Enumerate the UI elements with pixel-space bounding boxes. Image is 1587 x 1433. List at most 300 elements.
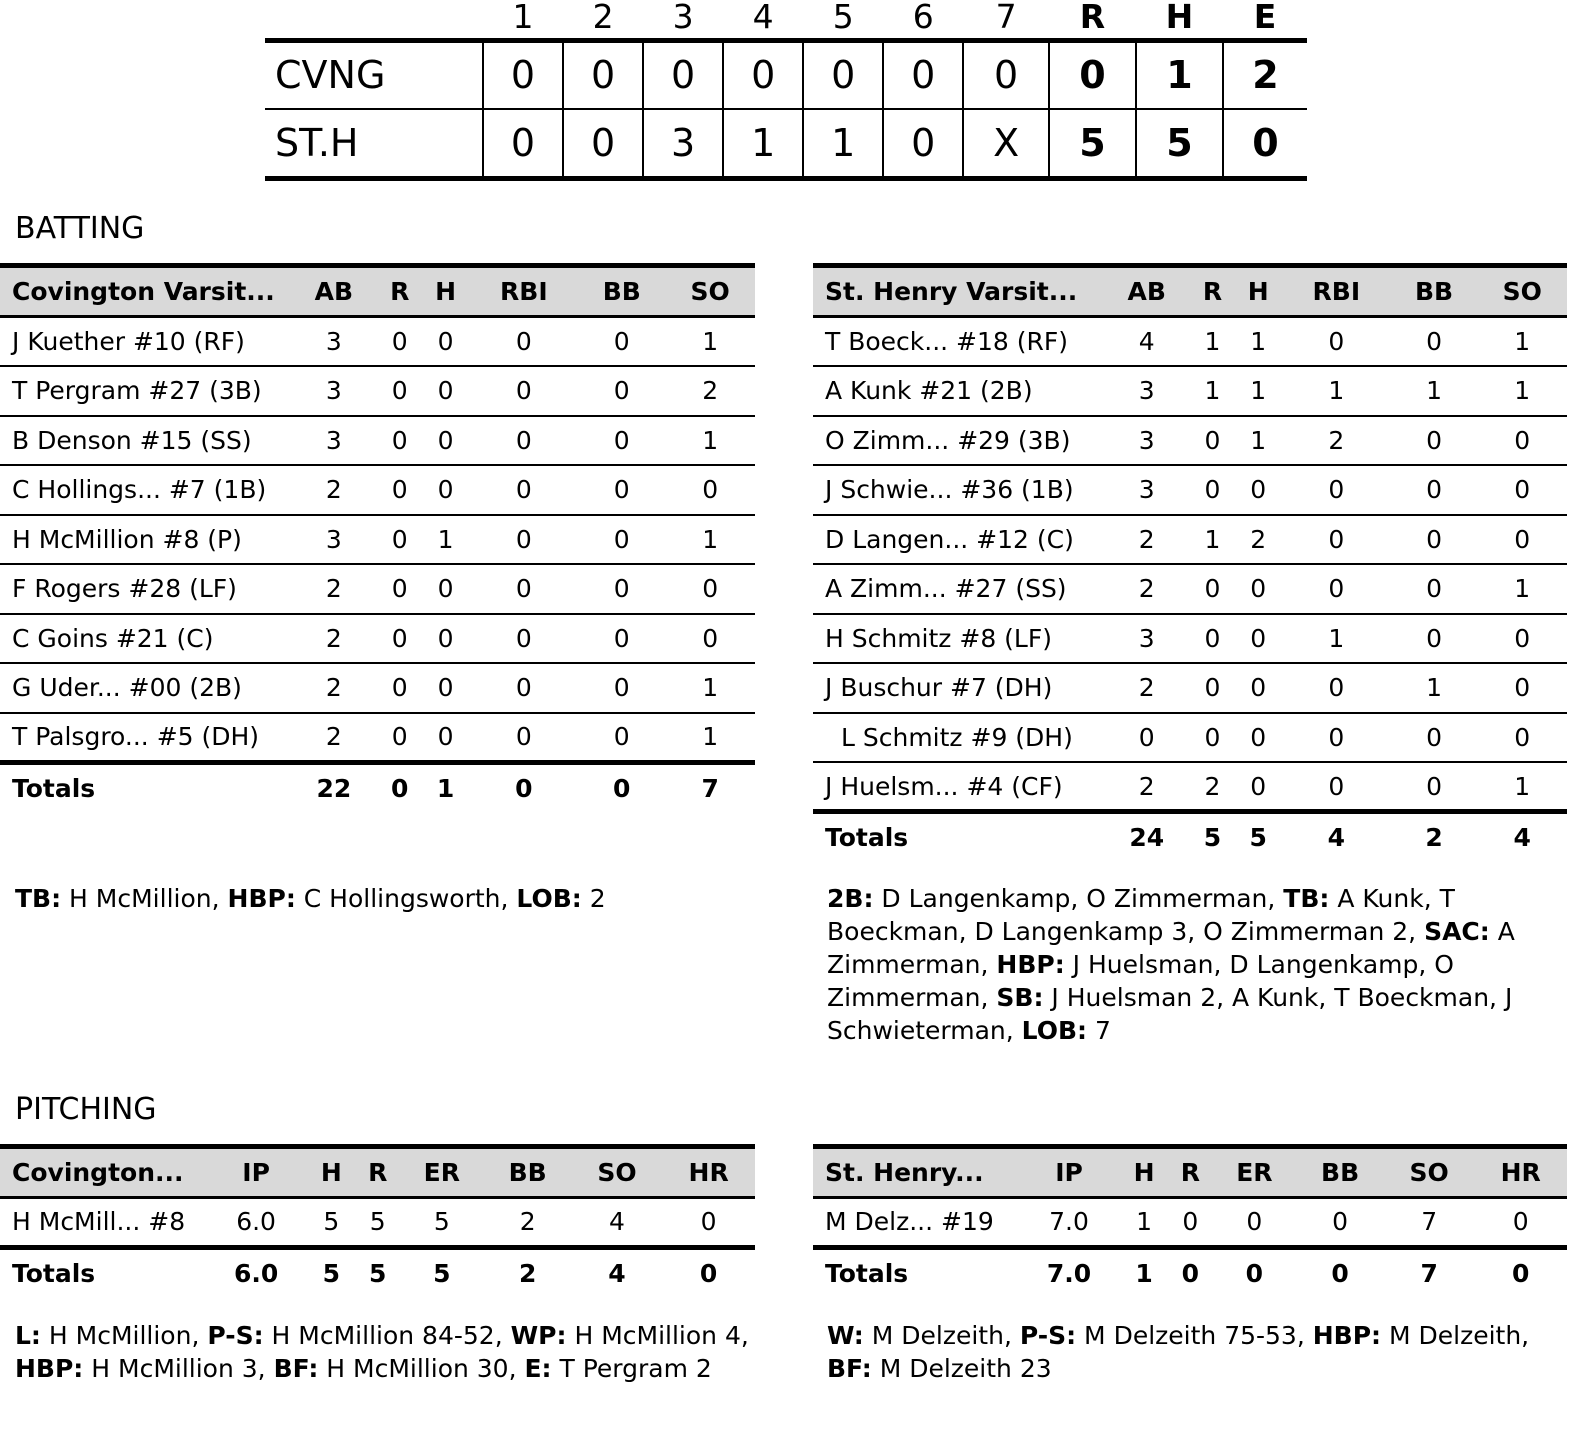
stat-value: 0 <box>378 465 422 515</box>
inning-score: 0 <box>963 40 1049 109</box>
stat-value: 0 <box>1477 465 1567 515</box>
stat-value: 0 <box>422 614 470 664</box>
table-row <box>813 663 1567 713</box>
table-row <box>0 416 755 466</box>
stat-value: 2 <box>290 663 378 713</box>
stat-value: 0 <box>1234 564 1282 614</box>
team-name: Covington Varsit... <box>0 266 290 317</box>
player-name: J Kuether #10 (RF) <box>0 317 290 367</box>
note-text: J Huelsman 2, A Kunk, T Boeckman, J Schwieterman, <box>827 983 1513 1045</box>
total-value: 2 <box>518 1258 537 1288</box>
batting-table-home <box>813 263 1567 861</box>
stat-value: 0 <box>1282 317 1390 367</box>
stat-value: 0 <box>1477 416 1567 466</box>
column-header: SO <box>665 266 755 317</box>
stat-value: 1 <box>1477 317 1567 367</box>
column-header: SO <box>1477 266 1567 317</box>
stat-value: 0 <box>470 663 579 713</box>
table-header <box>0 1147 755 1198</box>
note-label: BF: <box>827 1354 872 1383</box>
stat-value: 1 <box>422 515 470 565</box>
player-name: H Schmitz #8 (LF) <box>813 614 1103 664</box>
player-name: L Schmitz #9 (DH) <box>813 713 1103 763</box>
stat-value: 0 <box>1234 713 1282 763</box>
inning-score: 0 <box>563 109 643 178</box>
inning-header: 3 <box>672 0 694 36</box>
stat-value: 1 <box>665 663 755 713</box>
column-header: RBI <box>1282 266 1390 317</box>
stat-value: 0 <box>578 564 665 614</box>
total-value: 5 <box>1249 823 1267 852</box>
note-label: 2B: <box>827 884 874 913</box>
note-text: D Langenkamp, O Zimmerman, <box>873 884 1284 913</box>
stat-value: 1 <box>1191 317 1235 367</box>
inning-score: 0 <box>563 40 643 109</box>
column-header: AB <box>290 266 378 317</box>
stat-value: 0 <box>1391 317 1478 367</box>
inning-header: 5 <box>832 0 854 36</box>
inning-score: 0 <box>883 40 963 109</box>
column-header: IP <box>205 1147 307 1198</box>
linescore-row <box>265 109 1307 178</box>
inning-score: 0 <box>883 109 963 178</box>
stat-value: 1 <box>665 416 755 466</box>
stat-value: 7 <box>1384 1198 1474 1248</box>
stat-value: 7.0 <box>1018 1198 1120 1248</box>
note-text: C Hollingsworth, <box>295 884 517 913</box>
note-text: A Zimmerman, <box>827 917 1515 979</box>
player-name: J Buschur #7 (DH) <box>813 663 1103 713</box>
stat-value: 0 <box>1103 713 1191 763</box>
stat-value: 1 <box>1120 1198 1168 1248</box>
team-name: St. Henry... <box>813 1147 1018 1198</box>
stat-value: 0 <box>1191 614 1235 664</box>
stat-value: 4 <box>1103 317 1191 367</box>
stat-value: 0 <box>378 713 422 763</box>
stat-value: 3 <box>1103 416 1191 466</box>
player-name: D Langen... #12 (C) <box>813 515 1103 565</box>
table-row <box>0 713 755 763</box>
stat-value: 0 <box>470 515 579 565</box>
inning-score: 0 <box>483 40 563 109</box>
total-value: 0 <box>515 773 533 803</box>
note-text: H McMillion, <box>61 884 228 913</box>
stat-value: 0 <box>470 416 579 466</box>
table-row <box>813 614 1567 664</box>
total-value: 0 <box>613 773 631 803</box>
pitching-notes-away <box>15 1319 760 1385</box>
stat-value: 0 <box>422 317 470 367</box>
stat-value: 0 <box>470 713 579 763</box>
inning-header: 6 <box>912 0 934 36</box>
stat-value: 2 <box>1282 416 1390 466</box>
stat-value: 0 <box>470 465 579 515</box>
stat-value: 0 <box>665 614 755 664</box>
totals-row <box>813 1247 1567 1297</box>
stat-value: 0 <box>1477 515 1567 565</box>
stat-value: 0 <box>1477 614 1567 664</box>
stat-value: 0 <box>1168 1198 1212 1248</box>
table-row <box>0 317 755 367</box>
stat-value: 2 <box>290 465 378 515</box>
totals-row <box>813 812 1567 862</box>
stat-value: 4 <box>572 1198 663 1248</box>
player-name: G Uder... #00 (2B) <box>0 663 290 713</box>
stat-value: 0 <box>1191 465 1235 515</box>
batting-table-away <box>0 263 755 812</box>
stat-value: 0 <box>1282 762 1390 812</box>
inning-header: E <box>1253 0 1277 36</box>
stat-value: 0 <box>578 614 665 664</box>
stat-value: 0 <box>1191 564 1235 614</box>
total-h: 5 <box>1136 109 1223 178</box>
inning-score: 0 <box>803 40 883 109</box>
stat-value: 3 <box>290 416 378 466</box>
stat-value: 0 <box>578 515 665 565</box>
stat-value: 0 <box>1234 762 1282 812</box>
note-label: SB: <box>996 983 1044 1012</box>
column-header: IP <box>1018 1147 1120 1198</box>
total-value: 6.0 <box>233 1258 279 1288</box>
stat-value: 5 <box>307 1198 355 1248</box>
table-row <box>0 663 755 713</box>
table-row <box>0 465 755 515</box>
stat-value: 0 <box>1282 663 1390 713</box>
stat-value: 0 <box>1391 465 1478 515</box>
total-e: 2 <box>1223 40 1307 109</box>
stat-value: 0 <box>578 317 665 367</box>
stat-value: 0 <box>1296 1198 1384 1248</box>
player-name: T Palsgro... #5 (DH) <box>0 713 290 763</box>
stat-value: 0 <box>1234 465 1282 515</box>
stat-value: 2 <box>1103 515 1191 565</box>
total-e: 0 <box>1223 109 1307 178</box>
stat-value: 2 <box>1103 663 1191 713</box>
stat-value: 5 <box>400 1198 484 1248</box>
table-row <box>0 614 755 664</box>
inning-score: 0 <box>483 109 563 178</box>
batting-notes-away <box>15 882 755 915</box>
totals-label: Totals <box>825 823 909 852</box>
note-text: A Kunk, T Boeckman, D Langenkamp 3, O Zimmerman 2, <box>827 884 1455 946</box>
table-row <box>813 762 1567 812</box>
inning-score: X <box>963 109 1049 178</box>
note-label: BF: <box>273 1354 319 1383</box>
column-header: BB <box>1296 1147 1384 1198</box>
stat-value: 2 <box>290 614 378 664</box>
stat-value: 0 <box>378 317 422 367</box>
pitching-notes-home <box>827 1319 1572 1385</box>
player-name: A Kunk #21 (2B) <box>813 366 1103 416</box>
stat-value: 0 <box>1477 713 1567 763</box>
stat-value: 0 <box>1282 713 1390 763</box>
linescore-table <box>265 0 1307 181</box>
note-text: 7 <box>1087 1016 1111 1045</box>
stat-value: 0 <box>378 564 422 614</box>
stat-value: 0 <box>422 366 470 416</box>
stat-value: 0 <box>378 366 422 416</box>
total-value: 0 <box>1331 1258 1349 1288</box>
stat-value: 0 <box>1213 1198 1297 1248</box>
inning-score: 3 <box>643 109 723 178</box>
note-label: LOB: <box>516 884 582 913</box>
column-header: RBI <box>470 266 579 317</box>
stat-value: 0 <box>1477 663 1567 713</box>
total-value: 4 <box>1327 823 1346 852</box>
column-header: SO <box>1384 1147 1474 1198</box>
inning-score: 0 <box>643 40 723 109</box>
stat-value: 0 <box>422 465 470 515</box>
stat-value: 1 <box>1191 366 1235 416</box>
stat-value: 0 <box>1391 416 1478 466</box>
stat-value: 0 <box>578 416 665 466</box>
column-header: BB <box>1391 266 1478 317</box>
stat-value: 1 <box>1234 416 1282 466</box>
stat-value: 2 <box>290 713 378 763</box>
stat-value: 0 <box>1474 1198 1567 1248</box>
player-name: B Denson #15 (SS) <box>0 416 290 466</box>
total-value: 5 <box>1203 823 1222 852</box>
totals-row <box>0 1247 755 1297</box>
player-name: C Hollings... #7 (1B) <box>0 465 290 515</box>
total-r: 0 <box>1049 40 1136 109</box>
stat-value: 0 <box>1391 564 1478 614</box>
stat-value: 5 <box>355 1198 399 1248</box>
total-value: 22 <box>316 773 352 803</box>
note-text: H McMillion 84-52, <box>263 1321 511 1350</box>
stat-value: 0 <box>422 713 470 763</box>
team-name: Covington... <box>0 1147 205 1198</box>
note-label: P-S: <box>207 1321 264 1350</box>
stat-value: 0 <box>470 564 579 614</box>
note-label: E: <box>524 1354 552 1383</box>
player-name: J Huelsm... #4 (CF) <box>813 762 1103 812</box>
total-value: 5 <box>322 1258 341 1288</box>
stat-value: 0 <box>578 465 665 515</box>
stat-value: 0 <box>665 465 755 515</box>
note-text: M Delzeith 23 <box>871 1354 1052 1383</box>
note-label: W: <box>827 1321 864 1350</box>
stat-value: 1 <box>665 515 755 565</box>
player-name: T Pergram #27 (3B) <box>0 366 290 416</box>
note-label: TB: <box>1283 884 1330 913</box>
stat-value: 1 <box>1477 366 1567 416</box>
stat-value: 0 <box>1282 465 1390 515</box>
inning-header: 4 <box>752 0 774 36</box>
team-abbr: CVNG <box>265 40 483 109</box>
stat-value: 1 <box>1477 762 1567 812</box>
stat-value: 0 <box>578 366 665 416</box>
stat-value: 2 <box>484 1198 572 1248</box>
total-r: 5 <box>1049 109 1136 178</box>
stat-value: 1 <box>665 713 755 763</box>
note-label: LOB: <box>1021 1016 1088 1045</box>
column-header: R <box>378 266 422 317</box>
stat-value: 1 <box>1477 564 1567 614</box>
table-row <box>0 515 755 565</box>
stat-value: 0 <box>422 663 470 713</box>
total-value: 0 <box>1511 1258 1530 1288</box>
stat-value: 0 <box>1282 564 1390 614</box>
inning-header: 1 <box>512 0 534 36</box>
stat-value: 1 <box>1234 366 1282 416</box>
column-header: ER <box>1213 1147 1297 1198</box>
player-name: A Zimm... #27 (SS) <box>813 564 1103 614</box>
column-header: R <box>1191 266 1235 317</box>
stat-value: 6.0 <box>205 1198 307 1248</box>
stat-value: 3 <box>1103 614 1191 664</box>
linescore-header <box>265 0 1307 40</box>
stat-value: 2 <box>665 366 755 416</box>
pitching-table-home <box>813 1144 1567 1297</box>
stat-value: 3 <box>290 515 378 565</box>
stat-value: 1 <box>665 317 755 367</box>
batting-section-title: BATTING <box>15 211 145 246</box>
stat-value: 0 <box>378 614 422 664</box>
note-text: H McMillion, <box>40 1321 208 1350</box>
column-header: R <box>355 1147 399 1198</box>
player-name: C Goins #21 (C) <box>0 614 290 664</box>
total-value: 0 <box>699 1258 718 1288</box>
column-header: AB <box>1103 266 1191 317</box>
table-row <box>813 1198 1567 1248</box>
note-label: L: <box>15 1321 41 1350</box>
team-name: St. Henry Varsit... <box>813 266 1103 317</box>
stat-value: 0 <box>1282 515 1390 565</box>
player-name: J Schwie... #36 (1B) <box>813 465 1103 515</box>
note-text: M Delzeith, <box>863 1321 1020 1350</box>
stat-value: 2 <box>1191 762 1235 812</box>
total-value: 4 <box>1513 823 1531 852</box>
table-row <box>813 515 1567 565</box>
stat-value: 0 <box>470 614 579 664</box>
stat-value: 0 <box>1234 614 1282 664</box>
totals-label: Totals <box>12 1258 96 1288</box>
note-text: T Pergram 2 <box>551 1354 712 1383</box>
table-row <box>0 366 755 416</box>
total-value: 0 <box>1245 1258 1264 1288</box>
player-name: H McMillion #8 (P) <box>0 515 290 565</box>
stat-value: 0 <box>578 713 665 763</box>
column-header: ER <box>400 1147 484 1198</box>
total-h: 1 <box>1136 40 1223 109</box>
total-value: 7.0 <box>1046 1258 1092 1288</box>
stat-value: 2 <box>290 564 378 614</box>
team-abbr: ST.H <box>265 109 483 178</box>
note-label: WP: <box>510 1321 567 1350</box>
table-row <box>0 1198 755 1248</box>
stat-value: 3 <box>290 317 378 367</box>
inning-score: 1 <box>803 109 883 178</box>
stat-value: 1 <box>1391 663 1478 713</box>
column-header: R <box>1168 1147 1212 1198</box>
stat-value: 1 <box>1234 317 1282 367</box>
stat-value: 2 <box>1103 762 1191 812</box>
inning-header: R <box>1079 0 1106 36</box>
note-label: HBP: <box>15 1354 84 1383</box>
pitching-table-away <box>0 1144 755 1297</box>
table-row <box>813 465 1567 515</box>
stat-value: 1 <box>1191 515 1235 565</box>
note-label: HBP: <box>1312 1321 1382 1350</box>
stat-value: 0 <box>378 663 422 713</box>
table-row <box>813 366 1567 416</box>
stat-value: 0 <box>470 366 579 416</box>
note-text: M Delzeith, <box>1381 1321 1530 1350</box>
player-name: M Delz... #19 <box>813 1198 1018 1248</box>
linescore-row <box>265 40 1307 109</box>
total-value: 5 <box>369 1258 387 1288</box>
inning-header: 2 <box>592 0 614 36</box>
stat-value: 0 <box>1234 663 1282 713</box>
total-value: 0 <box>390 773 409 803</box>
player-name: O Zimm... #29 (3B) <box>813 416 1103 466</box>
stat-value: 0 <box>378 515 422 565</box>
column-header: SO <box>572 1147 663 1198</box>
pitching-section-title: PITCHING <box>15 1092 157 1127</box>
note-text: H McMillion 3, <box>83 1354 274 1383</box>
stat-value: 0 <box>470 317 579 367</box>
table-header <box>0 266 755 317</box>
note-label: HBP: <box>996 950 1065 979</box>
note-text: M Delzeith 75-53, <box>1076 1321 1313 1350</box>
column-header: H <box>307 1147 355 1198</box>
table-row <box>813 317 1567 367</box>
stat-value: 0 <box>578 663 665 713</box>
stat-value: 0 <box>1391 515 1478 565</box>
batting-notes-home <box>827 882 1567 1047</box>
total-value: 4 <box>608 1258 626 1288</box>
stat-value: 3 <box>1103 366 1191 416</box>
note-label: TB: <box>15 884 62 913</box>
column-header: HR <box>662 1147 755 1198</box>
note-label: P-S: <box>1019 1321 1077 1350</box>
note-text: H McMillion 30, <box>318 1354 525 1383</box>
stat-value: 2 <box>1103 564 1191 614</box>
table-row <box>813 416 1567 466</box>
inning-header: H <box>1165 0 1194 36</box>
note-label: SAC: <box>1424 917 1490 946</box>
stat-value: 3 <box>1103 465 1191 515</box>
inning-score: 0 <box>723 40 803 109</box>
note-text: H McMillion 4, <box>566 1321 749 1350</box>
stat-value: 0 <box>1391 713 1478 763</box>
inning-header: 7 <box>995 0 1017 36</box>
stat-value: 0 <box>1391 762 1478 812</box>
stat-value: 3 <box>290 366 378 416</box>
stat-value: 1 <box>1391 366 1478 416</box>
table-row <box>0 564 755 614</box>
column-header: HR <box>1474 1147 1567 1198</box>
table-header <box>813 1147 1567 1198</box>
stat-value: 1 <box>1282 366 1390 416</box>
total-value: 0 <box>1181 1258 1200 1288</box>
stat-value: 0 <box>1191 663 1235 713</box>
column-header: H <box>1234 266 1282 317</box>
stat-value: 0 <box>1391 614 1478 664</box>
stat-value: 0 <box>422 564 470 614</box>
stat-value: 0 <box>1191 416 1235 466</box>
stat-value: 0 <box>378 416 422 466</box>
stat-value: 2 <box>1234 515 1282 565</box>
stat-value: 0 <box>662 1198 755 1248</box>
total-value: 1 <box>436 773 455 803</box>
totals-row <box>0 762 755 812</box>
table-row <box>813 713 1567 763</box>
total-value: 2 <box>1425 823 1443 852</box>
inning-score: 1 <box>723 109 803 178</box>
player-name: H McMill... #8 <box>0 1198 205 1248</box>
